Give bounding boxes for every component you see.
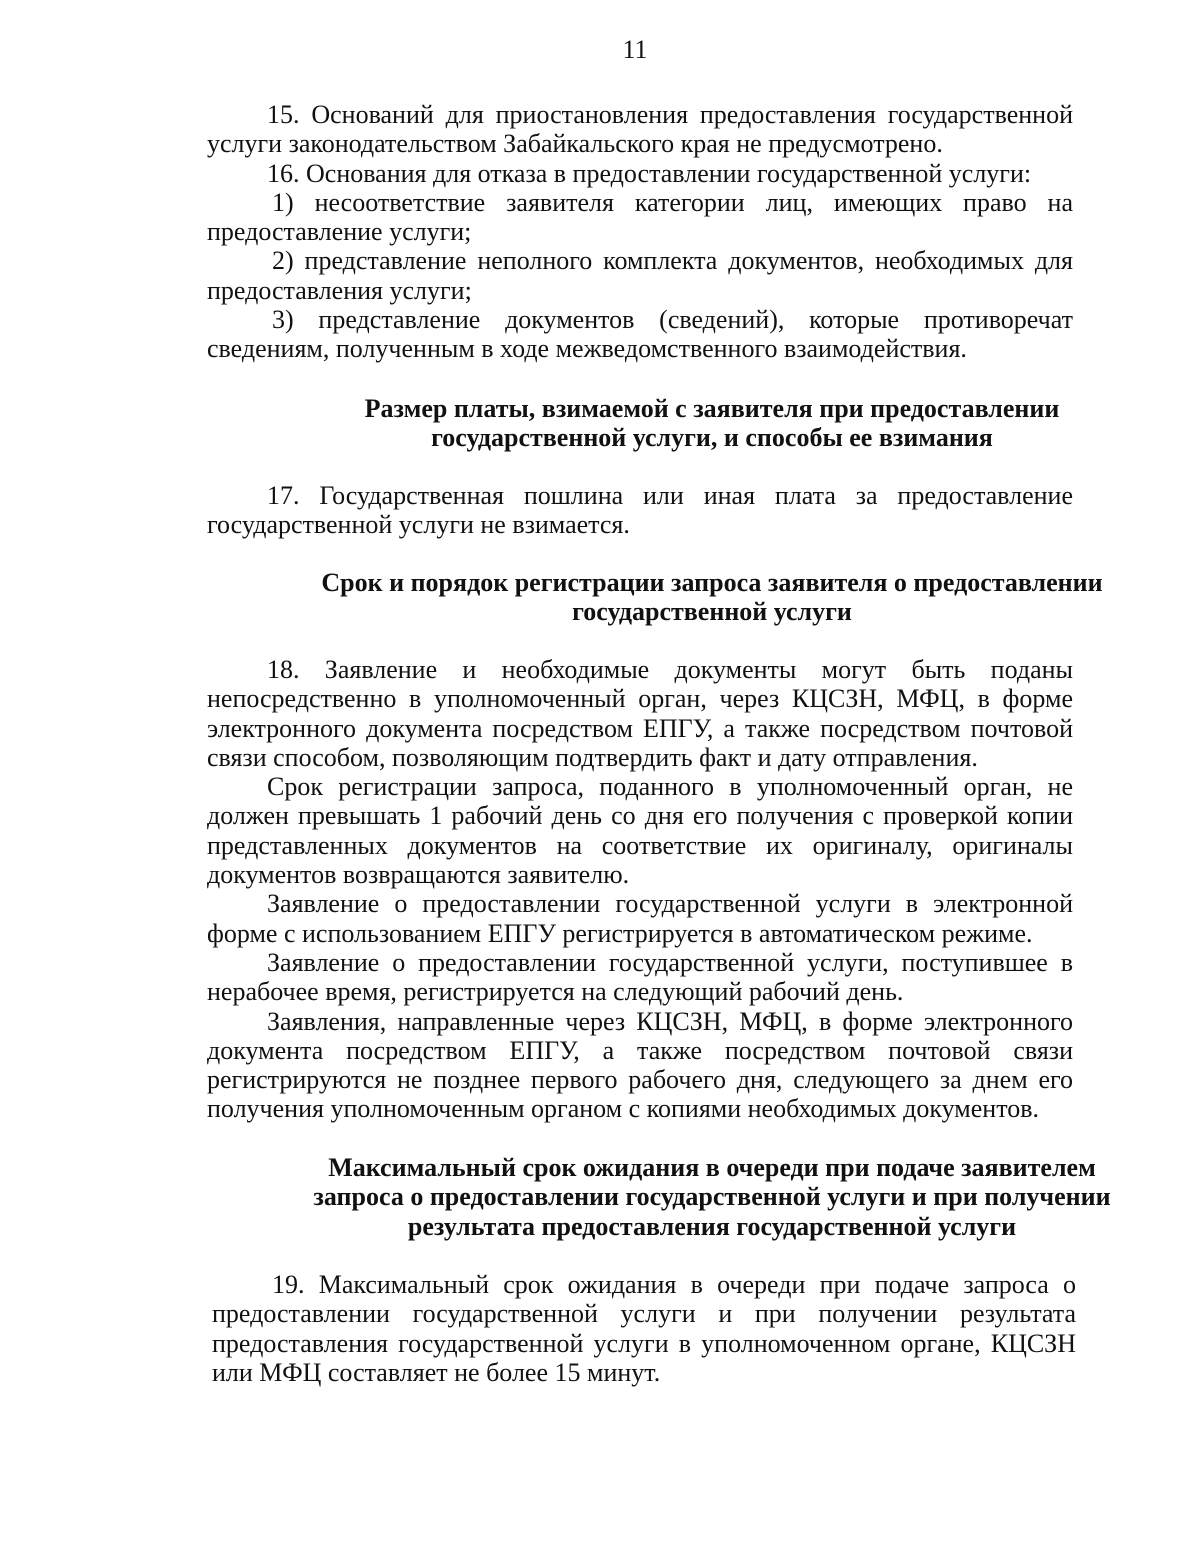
paragraph-19: 19. Максимальный срок ожидания в очереди при подаче запроса о предоставлении государственной услуги и при получении результата предоставления государственной услуги в уполномоченном органе, КЦСЗН или МФЦ составляет не более 15 минут. [212, 1270, 1076, 1387]
heading-fee-line-2: государственной услуги, и способы ее взимания [431, 423, 993, 453]
refusal-item-2: 2) представление неполного комплекта документов, необходимых для предоставления услуги; [207, 246, 1073, 305]
paragraph-18-registration-term: Срок регистрации запроса, поданного в уполномоченный орган, не должен превышать 1 рабочий день со дня его получения с проверкой копии представленных документов на соответствие их оригиналу, оригиналы документов возвращаются заявителю. [207, 772, 1073, 890]
heading-registration [207, 568, 1200, 627]
paragraph-18-electronic: Заявление о предоставлении государственной услуги в электронной форме с использованием ЕПГУ регистрируется в автоматическом режиме. [207, 889, 1073, 948]
heading-registration-line-2: государственной услуги [572, 597, 852, 627]
paragraph-17: 17. Государственная пошлина или иная плата за предоставление государственной услуги не взимается. [207, 481, 1073, 540]
heading-fee [207, 394, 1200, 453]
page-number: 11 [622, 35, 648, 64]
refusal-item-3: 3) представление документов (сведений), которые противоречат сведениям, полученным в ходе межведомственного взаимодействия. [207, 305, 1073, 364]
paragraph-18: 18. Заявление и необходимые документы могут быть поданы непосредственно в уполномоченный орган, через КЦСЗН, МФЦ, в форме электронного документа посредством ЕПГУ, а также посредством почтовой связи способом, позволяющим подтвердить факт и дату отправления. [207, 655, 1073, 772]
heading-queue-line-1: Максимальный срок ожидания в очереди при подаче заявителем [328, 1153, 1096, 1182]
queue-section [212, 1270, 1076, 1387]
paragraph-15: 15. Оснований для приостановления предоставления государственной услуги законодательством Забайкальского края не предусмотрено. [207, 100, 1073, 159]
fee-section [207, 481, 1073, 540]
refusal-item-1: 1) несоответствие заявителя категории лиц, имеющих право на предоставление услуги; [207, 187, 1073, 247]
paragraph-18-postal: Заявления, направленные через КЦСЗН, МФЦ, в форме электронного документа посредством ЕПГУ, а также посредством почтовой связи регистрируются не позднее первого рабочего дня, следующего за днем его получения уполномоченным органом с копиями необходимых документов. [207, 1006, 1073, 1124]
heading-fee-line-1: Размер платы, взимаемой с заявителя при предоставлении [364, 394, 1060, 423]
paragraph-18-non-working-time: Заявление о предоставлении государственной услуги, поступившее в нерабочее время, регистрируется на следующий рабочий день. [207, 947, 1073, 1007]
paragraph-16: 16. Основания для отказа в предоставлении государственной услуги: [267, 158, 1032, 188]
heading-queue [207, 1153, 1200, 1241]
registration-section [207, 655, 1073, 1124]
grounds-section [207, 100, 1073, 364]
heading-queue-line-2: запроса о предоставлении государственной услуги и при получении [313, 1182, 1111, 1212]
heading-queue-line-3: результата предоставления государственной услуги [407, 1211, 1017, 1241]
heading-registration-line-1: Срок и порядок регистрации запроса заявителя о предоставлении [321, 568, 1103, 597]
